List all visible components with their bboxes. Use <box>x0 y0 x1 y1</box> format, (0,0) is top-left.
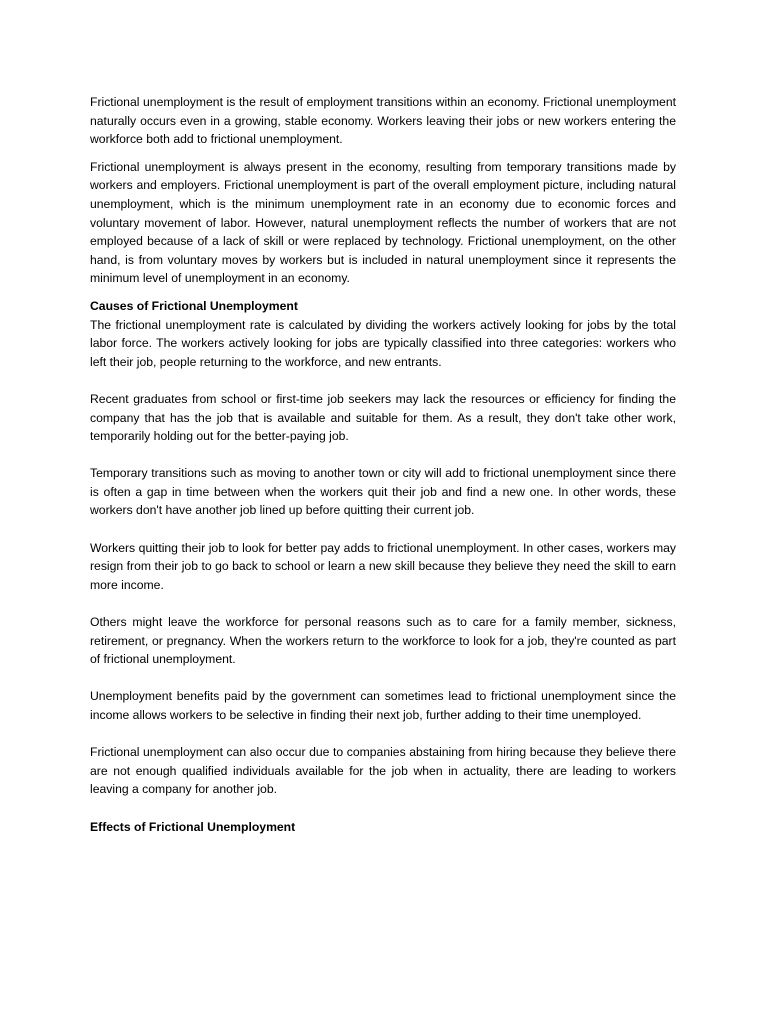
causes-paragraph-2: Recent graduates from school or first-time job seekers may lack the resources or efficiency for finding the company that has the job that is available and suitable for them. As a result, they don't take other work, temporarily holding out for the better-paying job. <box>90 391 676 444</box>
causes-paragraph-3: Temporary transitions such as moving to another town or city will add to frictional unemployment since there is often a gap in time between when the workers quit their job and find a new one. In other words, these workers don't have another job lined up before quitting their current job. <box>90 466 676 518</box>
causes-paragraph-5: Others might leave the workforce for personal reasons such as to care for a family member, sickness, retirement, or pregnancy. When the workers return to the workforce to look for a job, they're counted as part of frictional unemployment. <box>90 615 676 667</box>
document-page <box>90 93 676 836</box>
intro-paragraph-1: Frictional unemployment is the result of employment transitions within an economy. Frictional unemployment naturally occurs even in a growing, stable economy. Workers leaving their jobs or new workers entering the workforce both add to frictional unemployment. <box>90 95 676 147</box>
causes-paragraph-4: Workers quitting their job to look for better pay adds to frictional unemployment. In other cases, workers may resign from their job to go back to school or learn a new skill because they believe they need the skill to earn more income. <box>90 540 676 592</box>
effects-heading: Effects of Frictional Unemployment <box>90 819 296 834</box>
causes-paragraph-7: Frictional unemployment can also occur due to companies abstaining from hiring because they believe there are not enough qualified individuals available for the job when in actuality, there are leading to workers leaving a company for another job. <box>90 745 676 797</box>
intro-paragraph-2: Frictional unemployment is always present in the economy, resulting from temporary transitions made by workers and employers. Frictional unemployment is part of the overall employment picture, including natural unemployment, which is the minimum unemployment rate in an economy due to economic forces and voluntary movement of labor. However, natural unemployment reflects the number of workers that are not employed because of a lack of skill or were replaced by technology. Frictional unemployment, on the other hand, is from voluntary moves by workers but is included in natural unemployment since it represents the minimum level of unemployment in an economy. <box>90 159 676 286</box>
causes-paragraph-1: The frictional unemployment rate is calculated by dividing the workers actively looking for jobs by the total labor force. The workers actively looking for jobs are typically classified into three categories: workers who left their job, people returning to the workforce, and new entrants. <box>90 317 676 369</box>
causes-heading: Causes of Frictional Unemployment <box>90 298 298 313</box>
causes-paragraph-6: Unemployment benefits paid by the government can sometimes lead to frictional unemployment since the income allows workers to be selective in finding their next job, further adding to their time unemployed. <box>90 689 676 722</box>
